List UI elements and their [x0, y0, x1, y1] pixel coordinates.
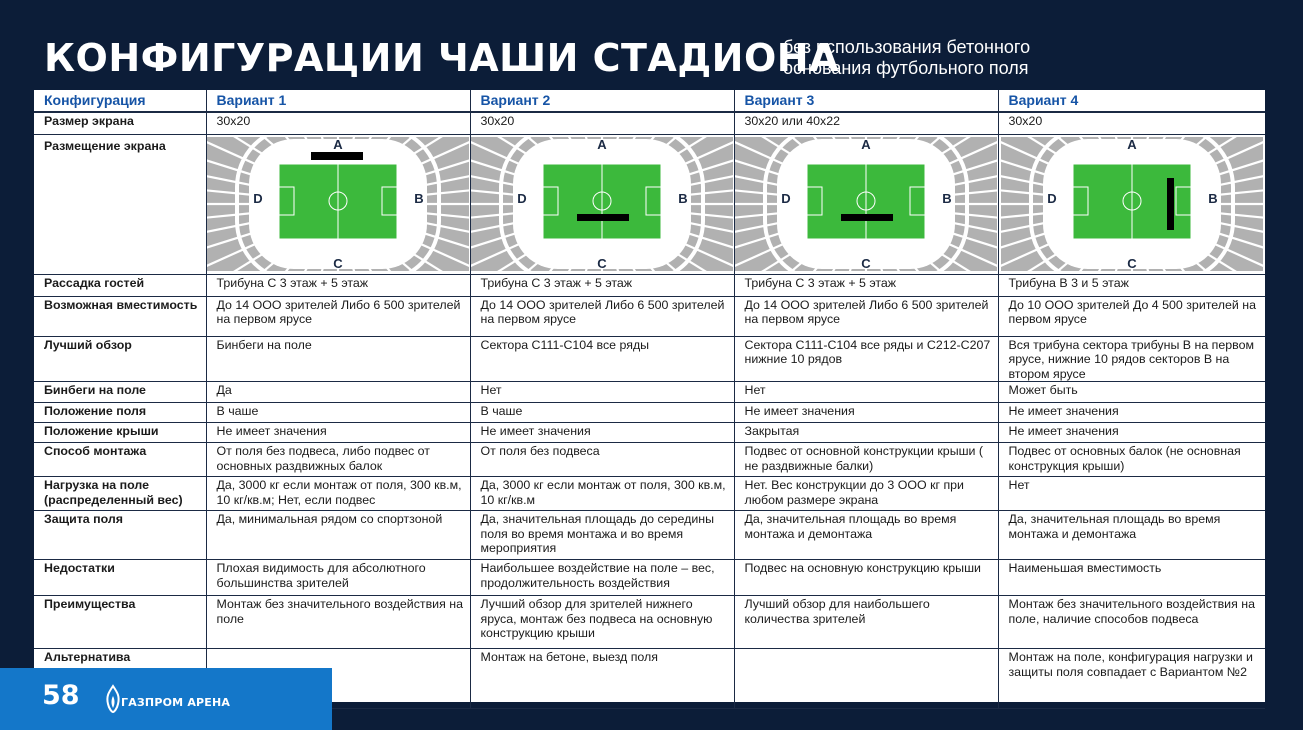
- svg-text:B: B: [678, 190, 688, 206]
- table-row: [34, 511, 1265, 560]
- header: [44, 30, 1264, 88]
- table-cell: 30x20: [206, 112, 470, 134]
- table-cell: Лучший обзор для наибольшего количества зрителей: [734, 596, 998, 649]
- logo-text: ГАЗПРОМ АРЕНА: [121, 696, 231, 709]
- table-header-row: [34, 90, 1265, 112]
- table-cell: Лучший обзор для зрителей нижнего яруса, монтаж без подвеса на основную конструкцию крыши: [470, 596, 734, 649]
- row-label: Бинбеги на поле: [34, 382, 206, 403]
- gazprom-arena-logo: [103, 684, 231, 714]
- table-cell: [734, 134, 998, 274]
- table-cell: [734, 649, 998, 709]
- table-cell: 30x20 или 40x22: [734, 112, 998, 134]
- svg-text:B: B: [414, 190, 424, 206]
- table-cell: Не имеет значения: [734, 403, 998, 423]
- table-cell: Плохая видимость для абсолютного большинства зрителей: [206, 560, 470, 596]
- table-cell: До 14 ООО зрителей Либо 6 500 зрителей на первом ярусе: [734, 296, 998, 336]
- table-cell: Да, 3000 кг если монтаж от поля, 300 кв.м, 10 кг/кв.м; Нет, если подвес: [206, 477, 470, 511]
- svg-text:D: D: [1047, 190, 1057, 206]
- table-row: [34, 296, 1265, 336]
- table-cell: [998, 134, 1265, 274]
- table-cell: Не имеет значения: [206, 423, 470, 443]
- svg-text:D: D: [781, 190, 791, 206]
- configuration-table: [34, 90, 1265, 702]
- row-label: Положение крыши: [34, 423, 206, 443]
- svg-text:A: A: [333, 136, 343, 152]
- table-row: [34, 112, 1265, 134]
- stadium-diagram: [735, 137, 997, 271]
- table-cell: Нет: [470, 382, 734, 403]
- table-cell: Нет. Вес конструкции до 3 ООО кг при любом размере экрана: [734, 477, 998, 511]
- table-cell: Трибуна C 3 этаж + 5 этаж: [206, 274, 470, 296]
- table-cell: От поля без подвеса: [470, 443, 734, 477]
- column-header: Вариант 3: [734, 90, 998, 112]
- table-cell: Да, минимальная рядом со спортзоной: [206, 511, 470, 560]
- table-cell: Монтаж на поле, конфигурация нагрузки и защиты поля совпадает с Вариантом №2: [998, 649, 1265, 709]
- table-cell: Не имеет значения: [998, 403, 1265, 423]
- row-label: Недостатки: [34, 560, 206, 596]
- table-cell: Трибуна B 3 и 5 этаж: [998, 274, 1265, 296]
- row-label: Преимущества: [34, 596, 206, 649]
- column-header: Конфигурация: [34, 90, 206, 112]
- row-label: Размер экрана: [34, 112, 206, 134]
- svg-text:D: D: [253, 190, 263, 206]
- row-label: Лучший обзор: [34, 336, 206, 382]
- row-label: Защита поля: [34, 511, 206, 560]
- stadium-diagram: [207, 137, 469, 271]
- table-cell: Подвес от основных балок (не основная конструкция крыши): [998, 443, 1265, 477]
- table-cell: До 14 ООО зрителей Либо 6 500 зрителей на первом ярусе: [206, 296, 470, 336]
- table-cell: В чаше: [470, 403, 734, 423]
- table-cell: Монтаж без значительного воздействия на поле: [206, 596, 470, 649]
- table-cell: Бинбеги на поле: [206, 336, 470, 382]
- table-cell: Нет: [734, 382, 998, 403]
- table-cell: Да, 3000 кг если монтаж от поля, 300 кв.м, 10 кг/кв.м: [470, 477, 734, 511]
- table-cell: От поля без подвеса, либо подвес от основных раздвижных балок: [206, 443, 470, 477]
- stadium-diagram: [1001, 137, 1263, 271]
- table-cell: 30x20: [998, 112, 1265, 134]
- table-cell: Да, значительная площадь до середины поля во время монтажа и во время мероприятия: [470, 511, 734, 560]
- table-cell: Подвес от основной конструкции крыши ( не раздвижные балки): [734, 443, 998, 477]
- svg-text:D: D: [517, 190, 527, 206]
- table-cell: До 10 ООО зрителей До 4 500 зрителей на первом ярусе: [998, 296, 1265, 336]
- table-cell: 30x20: [470, 112, 734, 134]
- row-label: Положение поля: [34, 403, 206, 423]
- table-cell: Может быть: [998, 382, 1265, 403]
- table-cell: Наименьшая вместимость: [998, 560, 1265, 596]
- table-row: [34, 423, 1265, 443]
- subtitle-line-2: основания футбольного поля: [783, 58, 1029, 78]
- stadium-diagram: [471, 137, 733, 271]
- footer: [0, 668, 332, 730]
- table-cell: Да, значительная площадь во время монтажа и демонтажа: [998, 511, 1265, 560]
- table-cell: Монтаж на бетоне, выезд поля: [470, 649, 734, 709]
- row-label: Возможная вместимость: [34, 296, 206, 336]
- table-cell: Да, значительная площадь во время монтажа и демонтажа: [734, 511, 998, 560]
- column-header: Вариант 4: [998, 90, 1265, 112]
- page-number: 58: [42, 680, 80, 711]
- flame-icon: [103, 684, 123, 714]
- table-cell: Трибуна C 3 этаж + 5 этаж: [470, 274, 734, 296]
- page-title: КОНФИГУРАЦИИ ЧАШИ СТАДИОНА: [44, 36, 839, 80]
- svg-text:B: B: [942, 190, 952, 206]
- svg-text:C: C: [597, 255, 607, 271]
- table-cell: Трибуна C 3 этаж + 5 этаж: [734, 274, 998, 296]
- svg-text:C: C: [861, 255, 871, 271]
- table-cell: Не имеет значения: [998, 423, 1265, 443]
- page-subtitle: [783, 37, 1030, 79]
- table-cell: Не имеет значения: [470, 423, 734, 443]
- table-cell: Наибольшее воздействие на поле – вес, продолжительность воздействия: [470, 560, 734, 596]
- table-cell: Нет: [998, 477, 1265, 511]
- row-label: Нагрузка на поле (распределенный вес): [34, 477, 206, 511]
- table-row: [34, 403, 1265, 423]
- table-row: [34, 596, 1265, 649]
- table-row: [34, 134, 1265, 274]
- table-row: [34, 336, 1265, 382]
- column-header: Вариант 1: [206, 90, 470, 112]
- table-cell: Монтаж без значительного воздействия на поле, наличие способов подвеса: [998, 596, 1265, 649]
- row-label: Альтернатива: [34, 649, 206, 709]
- row-label: Способ монтажа: [34, 443, 206, 477]
- row-label: Размещение экрана: [34, 134, 206, 274]
- svg-text:A: A: [1127, 136, 1137, 152]
- table-cell: Сектора С111-С104 все ряды: [470, 336, 734, 382]
- column-header: Вариант 2: [470, 90, 734, 112]
- subtitle-line-1: без использования бетонного: [783, 37, 1031, 57]
- table-row: [34, 443, 1265, 477]
- table-cell: До 14 ООО зрителей Либо 6 500 зрителей на первом ярусе: [470, 296, 734, 336]
- table-cell: [470, 134, 734, 274]
- svg-text:B: B: [1208, 190, 1218, 206]
- svg-text:A: A: [861, 136, 871, 152]
- table-cell: [206, 134, 470, 274]
- svg-text:A: A: [597, 136, 607, 152]
- table-row: [34, 477, 1265, 511]
- table-row: [34, 560, 1265, 596]
- row-label: Рассадка гостей: [34, 274, 206, 296]
- table-cell: Вся трибуна сектора трибуны В на первом ярусе, нижние 10 рядов секторов В на втором ярусе: [998, 336, 1265, 382]
- svg-text:C: C: [333, 255, 343, 271]
- table-row: [34, 274, 1265, 296]
- table-row: [34, 382, 1265, 403]
- svg-text:C: C: [1127, 255, 1137, 271]
- table-cell: Да: [206, 382, 470, 403]
- table-cell: Подвес на основную конструкцию крыши: [734, 560, 998, 596]
- table-cell: Закрытая: [734, 423, 998, 443]
- table-cell: Сектора С111-С104 все ряды и С212-С207 нижние 10 рядов: [734, 336, 998, 382]
- table-cell: В чаше: [206, 403, 470, 423]
